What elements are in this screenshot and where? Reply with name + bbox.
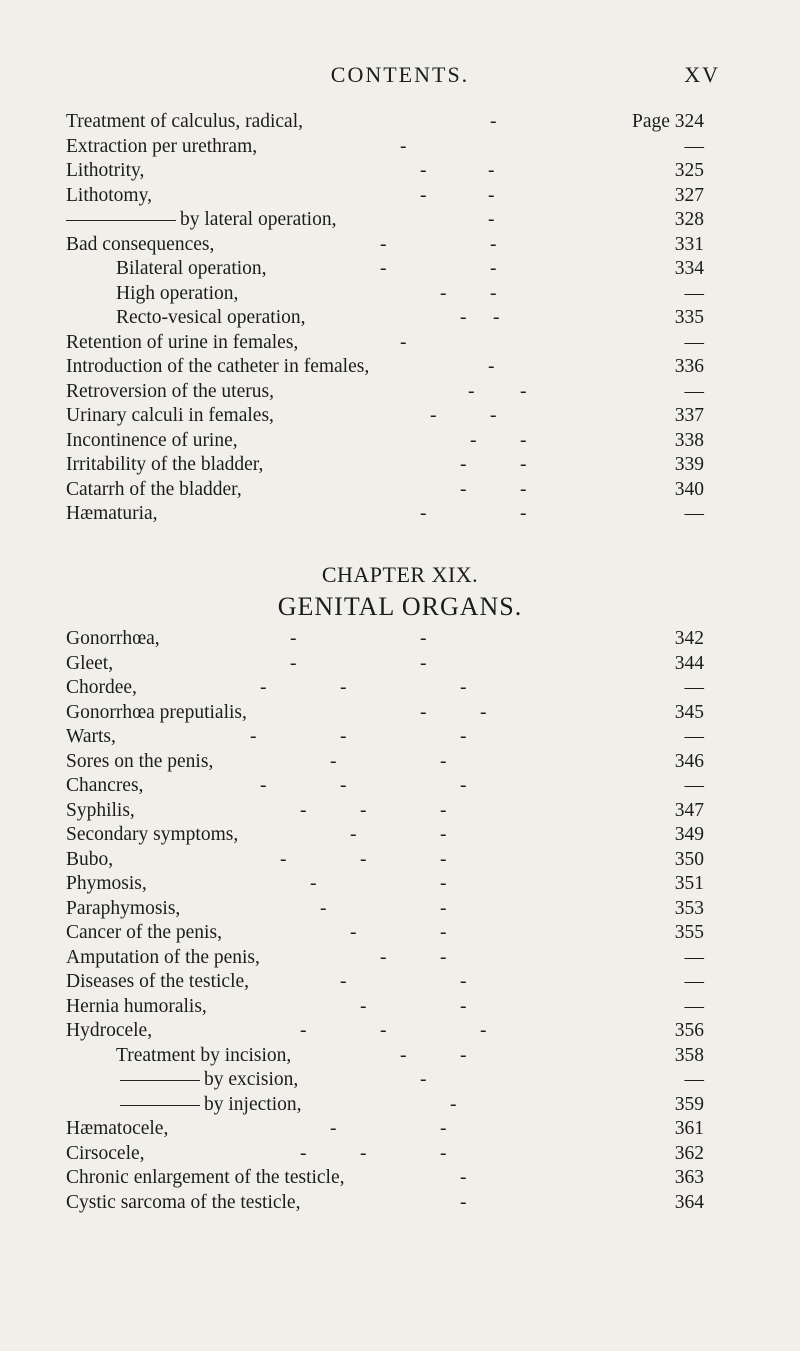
leader-dash: - xyxy=(488,356,495,377)
leader-dash: - xyxy=(300,1142,307,1164)
leader-dash: - xyxy=(488,160,495,181)
toc-entry-title xyxy=(66,453,263,478)
toc-entry-title xyxy=(66,995,207,1020)
toc-entry xyxy=(0,1142,800,1167)
toc-entry-text: Hæmaturia, xyxy=(66,503,158,524)
toc-entry-page: Page 324 xyxy=(631,111,704,132)
leader-dash: - xyxy=(460,454,467,475)
toc-entry-text: by excision, xyxy=(204,1069,299,1090)
toc-entry-page: — xyxy=(684,946,704,968)
toc-entry-text: Urinary calculi in females, xyxy=(66,405,274,426)
leader-dash: - xyxy=(460,1044,467,1066)
toc-entry-page: — xyxy=(684,331,704,353)
page-header xyxy=(0,62,800,92)
toc-entry-text: Recto-vesical operation, xyxy=(116,307,306,328)
toc-entry-title xyxy=(66,750,213,775)
leader-dash: - xyxy=(420,628,427,649)
toc-entry xyxy=(0,701,800,726)
toc-entry-title xyxy=(66,380,274,405)
toc-entry-page: 364 xyxy=(674,1191,704,1213)
toc-entry-page: — xyxy=(684,503,704,524)
toc-entry-text: Bad consequences, xyxy=(66,233,215,255)
toc-entry xyxy=(0,380,800,405)
toc-entry-title xyxy=(66,159,144,184)
leader-dash: - xyxy=(280,848,287,870)
toc-entry-page: — xyxy=(684,726,704,747)
toc-entry-text: High operation, xyxy=(116,282,239,304)
leader-dash: - xyxy=(440,1142,447,1164)
leader-dash: - xyxy=(440,799,447,821)
leader-dash: - xyxy=(490,282,497,304)
toc-entry xyxy=(0,1019,800,1044)
leader-dash: - xyxy=(330,1118,337,1139)
toc-entry-page: 350 xyxy=(674,848,704,870)
toc-entry-title xyxy=(66,823,238,848)
toc-entry xyxy=(0,921,800,946)
leader-dash: - xyxy=(290,628,297,649)
toc-entry-title xyxy=(66,1166,345,1191)
leader-dash: - xyxy=(460,307,467,328)
toc-entry-text: Chordee, xyxy=(66,677,137,698)
leader-dash: - xyxy=(520,380,527,402)
toc-entry-page: 351 xyxy=(674,873,704,894)
toc-entry xyxy=(0,1191,800,1216)
toc-entry xyxy=(0,1166,800,1191)
toc-entry-text: Hydrocele, xyxy=(66,1020,153,1041)
toc-entry-text: Sores on the penis, xyxy=(66,750,214,772)
contents-list-part1 xyxy=(0,110,800,527)
toc-entry-page: 325 xyxy=(674,160,704,181)
toc-entry xyxy=(0,331,800,356)
leader-dash: - xyxy=(420,1069,427,1090)
toc-entry-text: Paraphymosis, xyxy=(66,897,181,919)
running-title: CONTENTS. xyxy=(330,62,470,87)
toc-entry-text: Treatment by incision, xyxy=(116,1044,292,1066)
toc-entry-page: 340 xyxy=(674,478,704,500)
toc-entry-page: 335 xyxy=(674,307,704,328)
toc-entry-text: Introduction of the catheter in females, xyxy=(66,356,370,377)
toc-entry-page: 355 xyxy=(674,922,704,943)
leader-dash: - xyxy=(460,1191,467,1213)
toc-entry-text: Bubo, xyxy=(66,848,114,870)
toc-entry-page: 337 xyxy=(674,405,704,426)
leader-dash: - xyxy=(460,1167,467,1188)
toc-entry-text: by lateral operation, xyxy=(180,209,337,230)
toc-entry-title xyxy=(66,1019,152,1044)
toc-entry-title xyxy=(66,774,143,799)
leader-dash: - xyxy=(440,824,447,845)
toc-entry-page: 353 xyxy=(674,897,704,919)
toc-entry xyxy=(0,774,800,799)
toc-entry-title xyxy=(66,1142,145,1167)
toc-entry xyxy=(0,355,800,380)
leader-dash: - xyxy=(260,775,267,796)
leader-dash: - xyxy=(490,258,497,279)
toc-entry-title xyxy=(66,970,249,995)
toc-entry xyxy=(0,257,800,282)
toc-entry-title xyxy=(66,897,180,922)
leader-dash: - xyxy=(440,946,447,968)
toc-entry-title xyxy=(66,184,152,209)
leader-dash: - xyxy=(260,677,267,698)
toc-entry-title xyxy=(66,355,369,380)
leader-dash: - xyxy=(520,503,527,524)
toc-entry xyxy=(0,1117,800,1142)
leader-dash: - xyxy=(440,750,447,772)
toc-entry xyxy=(0,652,800,677)
leader-dash: - xyxy=(420,701,427,723)
toc-entry-title xyxy=(66,208,336,233)
toc-entry xyxy=(0,502,800,527)
leader-dash: - xyxy=(340,726,347,747)
toc-entry xyxy=(0,1093,800,1118)
toc-entry-page: — xyxy=(684,775,704,796)
toc-entry xyxy=(0,233,800,258)
toc-entry xyxy=(0,848,800,873)
toc-entry-title xyxy=(66,701,247,726)
leader-dash: - xyxy=(350,824,357,845)
toc-entry xyxy=(0,823,800,848)
toc-entry xyxy=(0,676,800,701)
toc-entry-page: — xyxy=(684,135,704,157)
toc-entry-page: 327 xyxy=(674,184,704,206)
toc-entry xyxy=(0,872,800,897)
toc-entry-page: 362 xyxy=(674,1142,704,1164)
toc-entry-text: Chronic enlargement of the testicle, xyxy=(66,1167,345,1188)
toc-entry-text: Hernia humoralis, xyxy=(66,995,207,1017)
leader-dash: - xyxy=(300,1020,307,1041)
leader-dash: - xyxy=(340,971,347,992)
toc-entry-page: 334 xyxy=(674,258,704,279)
toc-entry-text: Gonorrhœa, xyxy=(66,628,160,649)
toc-entry xyxy=(0,897,800,922)
toc-entry-page: — xyxy=(684,380,704,402)
leader-dash: - xyxy=(330,750,337,772)
toc-entry-page: 331 xyxy=(674,233,704,255)
leader-dash: - xyxy=(420,184,427,206)
toc-entry xyxy=(0,946,800,971)
toc-entry-text: Amputation of the penis, xyxy=(66,946,260,968)
toc-entry-page: 328 xyxy=(674,209,704,230)
leader-dash: - xyxy=(440,282,447,304)
leader-dash: - xyxy=(430,405,437,426)
toc-entry xyxy=(0,799,800,824)
toc-entry-page: 342 xyxy=(674,628,704,649)
leader-dash: - xyxy=(440,922,447,943)
toc-entry-text: Diseases of the testicle, xyxy=(66,971,250,992)
leader-dash: - xyxy=(490,405,497,426)
leader-dash: - xyxy=(460,726,467,747)
leader-dash: - xyxy=(440,897,447,919)
leader-dash: - xyxy=(460,971,467,992)
chapter-title: GENITAL ORGANS. xyxy=(277,592,523,621)
leader-dash: - xyxy=(420,652,427,674)
toc-entry-title xyxy=(66,627,160,652)
toc-entry-page: 344 xyxy=(674,652,704,674)
toc-entry-page: 346 xyxy=(674,750,704,772)
toc-entry-text: Warts, xyxy=(66,726,116,747)
ditto-rule xyxy=(66,220,176,221)
leader-dash: - xyxy=(468,380,475,402)
toc-entry-text: Lithotomy, xyxy=(66,184,152,206)
leader-dash: - xyxy=(380,233,387,255)
toc-entry xyxy=(0,429,800,454)
leader-dash: - xyxy=(520,478,527,500)
toc-entry xyxy=(0,750,800,775)
toc-entry-text: Cystic sarcoma of the testicle, xyxy=(66,1191,301,1213)
toc-entry-title xyxy=(66,872,147,897)
toc-entry-title xyxy=(116,306,306,331)
toc-entry-text: Incontinence of urine, xyxy=(66,429,238,451)
leader-dash: - xyxy=(360,799,367,821)
toc-entry-text: Cancer of the penis, xyxy=(66,922,222,943)
leader-dash: - xyxy=(400,135,407,157)
toc-entry-text: by injection, xyxy=(204,1093,302,1115)
toc-entry-text: Lithotrity, xyxy=(66,160,145,181)
leader-dash: - xyxy=(493,307,500,328)
toc-entry-title xyxy=(66,676,137,701)
toc-entry-title xyxy=(66,1191,300,1216)
leader-dash: - xyxy=(490,233,497,255)
toc-entry xyxy=(0,627,800,652)
leader-dash: - xyxy=(488,209,495,230)
toc-entry-title xyxy=(116,282,238,307)
toc-entry xyxy=(0,135,800,160)
toc-entry-page: 359 xyxy=(674,1093,704,1115)
toc-entry-text: Phymosis, xyxy=(66,873,147,894)
leader-dash: - xyxy=(488,184,495,206)
toc-entry xyxy=(0,208,800,233)
leader-dash: - xyxy=(320,897,327,919)
leader-dash: - xyxy=(380,946,387,968)
toc-entry xyxy=(0,159,800,184)
toc-entry-text: Extraction per urethram, xyxy=(66,135,258,157)
leader-dash: - xyxy=(400,331,407,353)
toc-entry-page: 347 xyxy=(674,799,704,821)
leader-dash: - xyxy=(290,652,297,674)
toc-entry-title xyxy=(66,848,113,873)
leader-dash: - xyxy=(480,701,487,723)
chapter-number: CHAPTER XIX. xyxy=(321,562,479,587)
leader-dash: - xyxy=(310,873,317,894)
leader-dash: - xyxy=(460,995,467,1017)
toc-entry-title xyxy=(66,110,303,135)
toc-entry-page: 336 xyxy=(674,356,704,377)
leader-dash: - xyxy=(380,1020,387,1041)
toc-entry-title xyxy=(66,135,257,160)
leader-dash: - xyxy=(440,848,447,870)
toc-entry-text: Retention of urine in females, xyxy=(66,331,299,353)
toc-entry-page: 349 xyxy=(674,824,704,845)
toc-entry-page: — xyxy=(684,282,704,304)
toc-entry-title xyxy=(66,1093,301,1118)
toc-entry-page: 345 xyxy=(674,701,704,723)
toc-entry-title xyxy=(66,921,222,946)
toc-entry-text: Catarrh of the bladder, xyxy=(66,478,242,500)
toc-entry-text: Syphilis, xyxy=(66,799,135,821)
leader-dash: - xyxy=(380,258,387,279)
leader-dash: - xyxy=(340,775,347,796)
toc-entry-text: Irritability of the bladder, xyxy=(66,454,264,475)
toc-entry-page: 358 xyxy=(674,1044,704,1066)
toc-entry-page: 338 xyxy=(674,429,704,451)
leader-dash: - xyxy=(460,775,467,796)
leader-dash: - xyxy=(460,478,467,500)
leader-dash: - xyxy=(440,1118,447,1139)
leader-dash: - xyxy=(520,454,527,475)
toc-entry-text: Cirsocele, xyxy=(66,1142,145,1164)
leader-dash: - xyxy=(250,726,257,747)
toc-entry-page: 356 xyxy=(674,1020,704,1041)
toc-entry-title xyxy=(66,404,274,429)
toc-entry-text: Gonorrhœa preputialis, xyxy=(66,701,247,723)
toc-entry xyxy=(0,282,800,307)
toc-entry xyxy=(0,404,800,429)
toc-entry-text: Gleet, xyxy=(66,652,114,674)
ditto-rule xyxy=(120,1080,200,1081)
toc-entry-text: Secondary symptoms, xyxy=(66,824,239,845)
toc-entry-title xyxy=(66,946,260,971)
toc-entry-text: Chancres, xyxy=(66,775,144,796)
contents-list-part2 xyxy=(0,627,800,1215)
toc-entry-page: 339 xyxy=(674,454,704,475)
toc-entry-page: 361 xyxy=(674,1118,704,1139)
toc-entry-page: — xyxy=(684,971,704,992)
page-number: XV xyxy=(684,62,720,87)
toc-entry-text: Retroversion of the uterus, xyxy=(66,380,274,402)
toc-entry xyxy=(0,995,800,1020)
toc-entry-title xyxy=(66,233,214,258)
leader-dash: - xyxy=(440,873,447,894)
toc-entry-title xyxy=(66,478,242,503)
toc-entry-title xyxy=(116,257,267,282)
toc-entry xyxy=(0,970,800,995)
toc-entry xyxy=(0,1044,800,1069)
toc-entry-title xyxy=(66,502,158,527)
toc-entry-title xyxy=(66,331,298,356)
toc-entry-text: Hæmatocele, xyxy=(66,1118,169,1139)
toc-entry-page: — xyxy=(684,995,704,1017)
leader-dash: - xyxy=(470,429,477,451)
toc-entry-page: — xyxy=(684,677,704,698)
ditto-rule xyxy=(120,1105,200,1106)
leader-dash: - xyxy=(450,1093,457,1115)
leader-dash: - xyxy=(520,429,527,451)
toc-entry-title xyxy=(66,799,135,824)
leader-dash: - xyxy=(360,848,367,870)
toc-entry-title xyxy=(66,652,113,677)
leader-dash: - xyxy=(350,922,357,943)
toc-entry-text: Treatment of calculus, radical, xyxy=(66,111,303,132)
toc-entry xyxy=(0,184,800,209)
toc-entry-title xyxy=(66,725,116,750)
leader-dash: - xyxy=(480,1020,487,1041)
toc-entry xyxy=(0,1068,800,1093)
toc-entry xyxy=(0,110,800,135)
leader-dash: - xyxy=(360,995,367,1017)
leader-dash: - xyxy=(420,503,427,524)
toc-entry xyxy=(0,478,800,503)
toc-entry xyxy=(0,306,800,331)
leader-dash: - xyxy=(460,677,467,698)
toc-entry-page: 363 xyxy=(674,1167,704,1188)
toc-entry xyxy=(0,725,800,750)
leader-dash: - xyxy=(300,799,307,821)
toc-entry-title xyxy=(66,429,238,454)
leader-dash: - xyxy=(400,1044,407,1066)
leader-dash: - xyxy=(490,111,497,132)
leader-dash: - xyxy=(420,160,427,181)
toc-entry-title xyxy=(66,1068,298,1093)
toc-entry-title xyxy=(66,1117,168,1142)
toc-entry-text: Bilateral operation, xyxy=(116,258,267,279)
leader-dash: - xyxy=(360,1142,367,1164)
toc-entry xyxy=(0,453,800,478)
toc-entry-page: — xyxy=(684,1069,704,1090)
leader-dash: - xyxy=(340,677,347,698)
toc-entry-title xyxy=(116,1044,291,1069)
